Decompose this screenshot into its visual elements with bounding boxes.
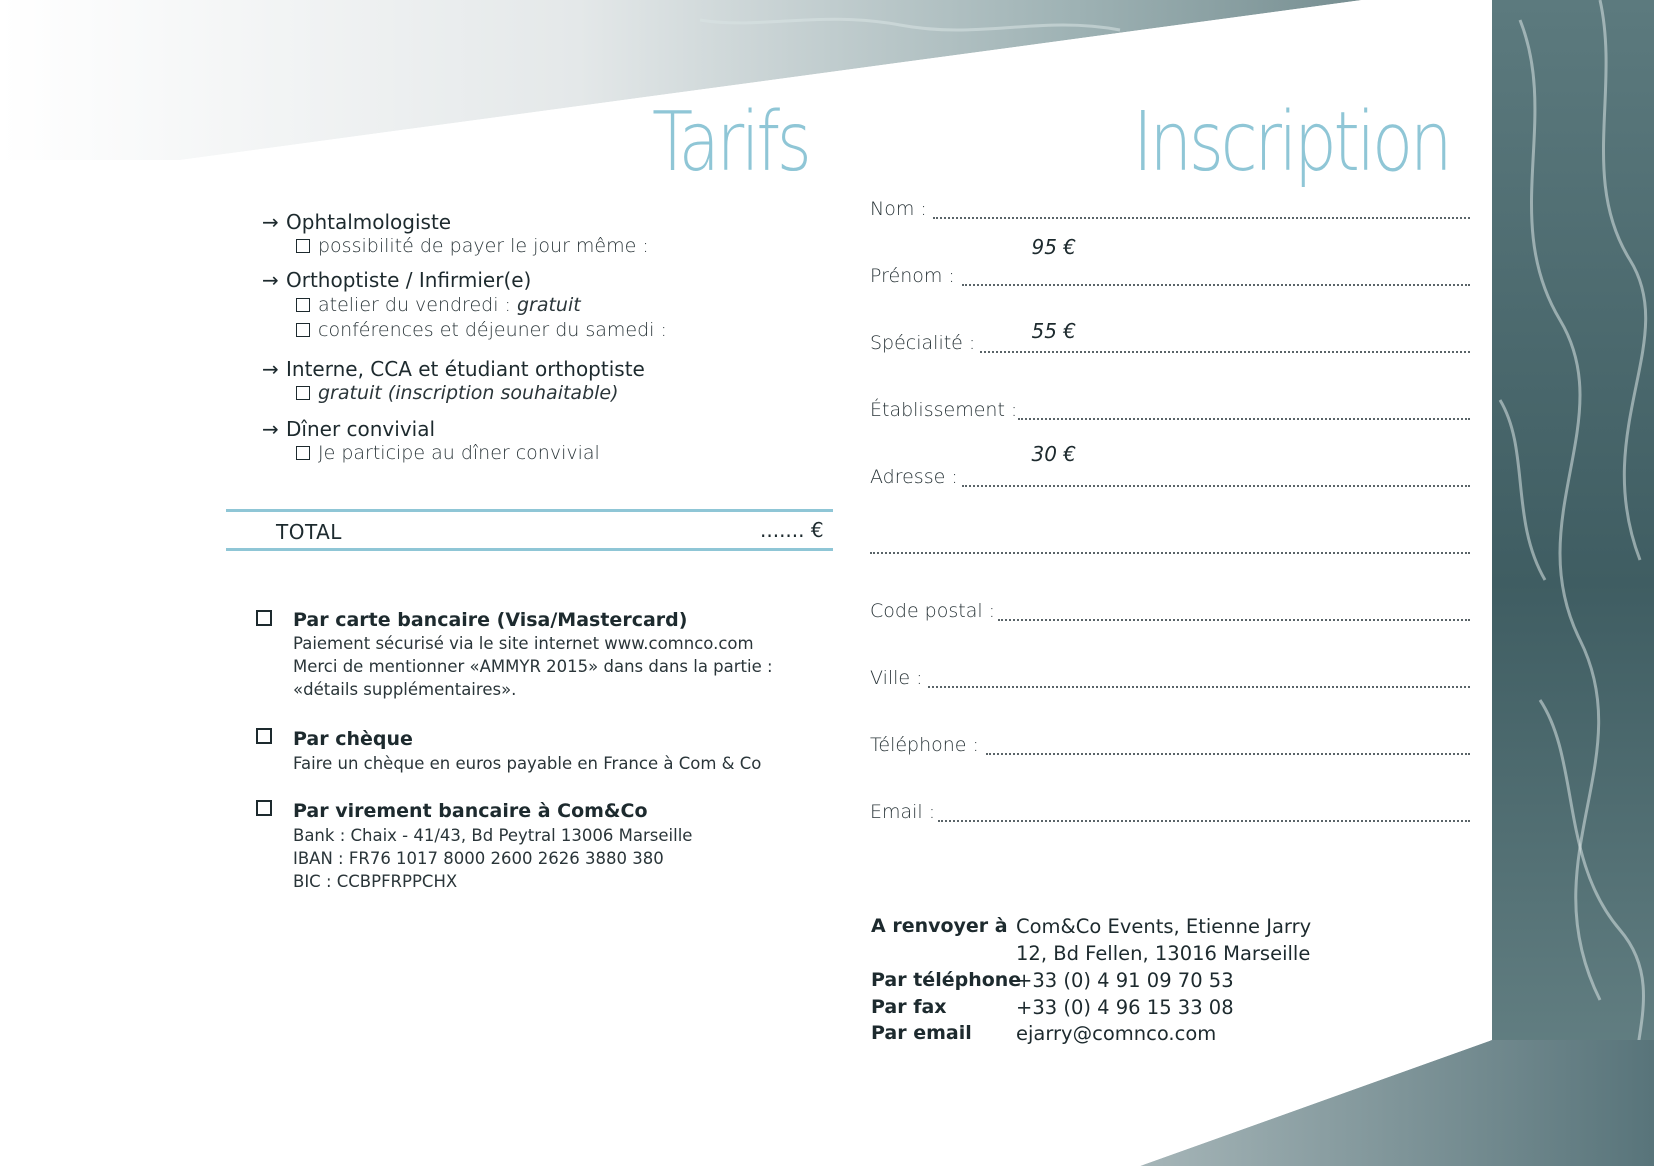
checkbox[interactable] [296, 446, 310, 460]
field-ville-input[interactable] [928, 684, 1470, 688]
inscription-heading: Inscription [1133, 95, 1450, 190]
field-specialite-input[interactable] [980, 349, 1470, 353]
tarif-category: → Dîner convivial [262, 417, 436, 441]
payment-cheque-title: Par chèque [293, 728, 413, 750]
price: 55 € [1031, 319, 1076, 343]
contact-label: Par fax [871, 996, 947, 1018]
tarif-category: → Interne, CCA et étudiant orthoptiste [262, 357, 645, 381]
contact-label: Par téléphone [871, 969, 1022, 991]
field-etablissement-input[interactable] [1018, 416, 1470, 420]
total-label: TOTAL [276, 520, 342, 544]
contact-value: 12, Bd Fellen, 13016 Marseille [1016, 942, 1311, 965]
tarif-category: → Orthoptiste / Infirmier(e) [262, 268, 532, 292]
field-adresse-input[interactable] [962, 483, 1470, 487]
total-top-rule [226, 509, 833, 512]
field-telephone-input[interactable] [986, 751, 1470, 755]
field-adresse-label: Adresse : [870, 466, 958, 488]
total-value[interactable]: ....... € [760, 518, 824, 542]
payment-transfer-checkbox[interactable] [256, 800, 272, 816]
tarif-option: gratuit (inscription souhaitable) [296, 382, 619, 404]
checkbox[interactable] [296, 298, 310, 312]
price: 95 € [1031, 235, 1076, 259]
tarifs-heading: Tarifs [652, 95, 809, 190]
arrow-right-icon: → [262, 357, 279, 381]
total-bottom-rule [226, 548, 833, 551]
tarif-option: possibilité de payer le jour même : [296, 235, 649, 257]
price: 30 € [1031, 442, 1076, 466]
payment-cheque-details: Faire un chèque en euros payable en France à Com & Co [293, 754, 762, 773]
field-telephone-label: Téléphone : [870, 734, 979, 756]
contact-label: Par email [871, 1022, 972, 1044]
payment-transfer-details: Bank : Chaix - 41/43, Bd Peytral 13006 Marseille IBAN : FR76 1017 8000 2600 2626 3880 380 BIC : CCBPFRPPCHX [293, 826, 693, 891]
arrow-right-icon: → [262, 417, 279, 441]
tarif-category: → Ophtalmologiste [262, 210, 452, 234]
checkbox[interactable] [296, 323, 310, 337]
payment-card-title: Par carte bancaire (Visa/Mastercard) [293, 609, 688, 631]
arrow-right-icon: → [262, 268, 279, 292]
payment-card-checkbox[interactable] [256, 610, 272, 626]
payment-cheque-checkbox[interactable] [256, 728, 272, 744]
field-code-postal-input[interactable] [998, 617, 1470, 621]
payment-transfer-title: Par virement bancaire à Com&Co [293, 800, 648, 822]
inscription-form [870, 198, 1470, 838]
field-prenom-label: Prénom : [870, 265, 955, 287]
field-etablissement-label: Établissement : [870, 399, 1018, 421]
contact-fax[interactable]: +33 (0) 4 96 15 33 08 [1016, 996, 1234, 1019]
tarif-option: atelier du vendredi : gratuit [296, 294, 581, 316]
checkbox[interactable] [296, 239, 310, 253]
field-email-input[interactable] [938, 818, 1470, 822]
field-adresse-line2-input[interactable] [870, 550, 1470, 554]
payment-card-details: Paiement sécurisé via le site internet www.comnco.com Merci de mentionner «AMMYR 2015» dans dans la partie : «détails supplémentaires». [293, 634, 773, 699]
field-code-postal-label: Code postal : [870, 600, 996, 622]
field-email-label: Email : [870, 801, 936, 823]
arrow-right-icon: → [262, 210, 279, 234]
contact-label: A renvoyer à [871, 915, 1008, 937]
field-nom-input[interactable] [933, 215, 1470, 219]
field-prenom-input[interactable] [962, 282, 1470, 286]
checkbox[interactable] [296, 386, 310, 400]
field-ville-label: Ville : [870, 667, 923, 689]
field-nom-label: Nom : [870, 198, 927, 220]
contact-value: Com&Co Events, Etienne Jarry [1016, 915, 1312, 938]
contact-email-link[interactable]: ejarry@comnco.com [1016, 1022, 1217, 1045]
contact-phone[interactable]: +33 (0) 4 91 09 70 53 [1016, 969, 1234, 992]
tarif-option: conférences et déjeuner du samedi : [296, 319, 667, 341]
field-specialite-label: Spécialité : [870, 332, 976, 354]
tarif-option: Je participe au dîner convivial [296, 442, 600, 464]
